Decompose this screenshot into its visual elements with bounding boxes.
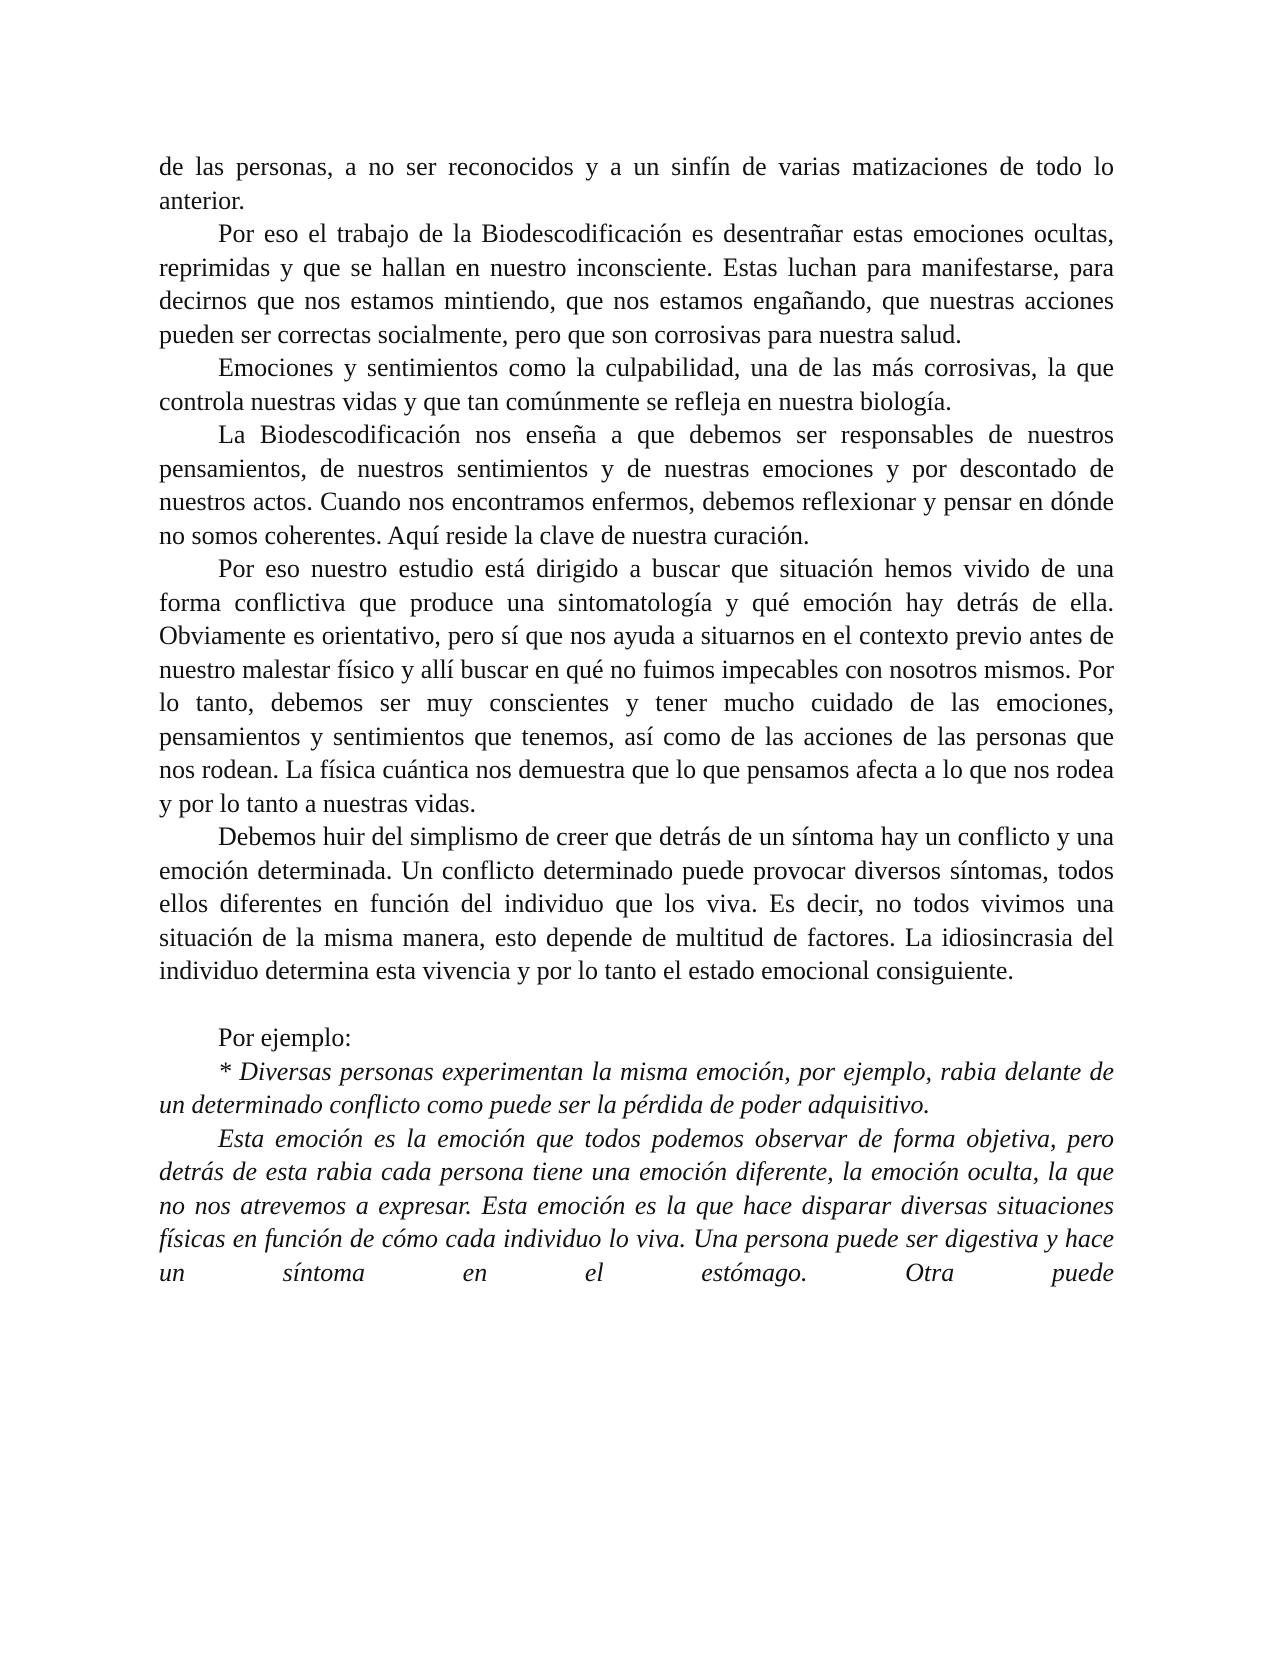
paragraph-responsibility: La Biodescodificación nos enseña a que debemos ser responsables de nuestros pensamientos, de nuestros sentimientos y de nuestras emociones y por descontado de nuestros actos. Cuando nos encontramos enfermos, debemos reflexionar y pensar en dónde no somos coherentes. Aquí reside la clave de nuestra curación. bbox=[159, 420, 1114, 550]
paragraph-biodescodificacion-work: Por eso el trabajo de la Biodescodificación es desentrañar estas emociones ocultas, reprimidas y que se hallan en nuestro inconsciente. Estas luchan para manifestarse, para decirnos que nos estamos mintiendo, que nos estamos engañando, que nuestras acciones pueden ser correctas socialmente, pero que son corrosivas para nuestra salud. bbox=[159, 219, 1114, 349]
paragraph-example-rabia: * Diversas personas experimentan la misma emoción, por ejemplo, rabia delante de un determinado conflicto como puede ser la pérdida de poder adquisitivo. bbox=[159, 1056, 1114, 1119]
paragraph-continuation: de las personas, a no ser reconocidos y a un sinfín de varias matizaciones de todo lo anterior. bbox=[159, 152, 1114, 215]
paragraph-hidden-emotion: Esta emoción es la emoción que todos podemos observar de forma objetiva, pero detrás de esta rabia cada persona tiene una emoción diferente, la emoción oculta, la que no nos atrevemos a expresar. Esta emoción es la que hace disparar diversas situaciones físicas en función de cómo cada individuo lo viva. Una persona puede ser digestiva y hace un síntoma en el estómago. Otra puede bbox=[159, 1123, 1114, 1287]
paragraph-simplism: Debemos huir del simplismo de creer que detrás de un síntoma hay un conflicto y una emoción determinada. Un conflicto determinado puede provocar diversos síntomas, todos ellos diferentes en función del individuo que los viva. Es decir, no todos vivimos una situación de la misma manera, esto depende de multitud de factores. La idiosincrasia del individuo determina esta vivencia y por lo tanto el estado emocional consiguiente. bbox=[159, 822, 1114, 985]
document-page bbox=[159, 150, 1114, 1289]
paragraph-study-purpose: Por eso nuestro estudio está dirigido a buscar que situación hemos vivido de una forma conflictiva que produce una sintomatología y qué emoción hay detrás de ella. Obviamente es orientativo, pero sí que nos ayuda a situarnos en el contexto previo antes de nuestro malestar físico y allí buscar en qué no fuimos impecables con nosotros mismos. Por lo tanto, debemos ser muy conscientes y tener mucho cuidado de las emociones, pensamientos y sentimientos que tenemos, así como de las acciones de las personas que nos rodean. La física cuántica nos demuestra que lo que pensamos afecta a lo que nos rodea y por lo tanto a nuestras vidas. bbox=[159, 554, 1114, 818]
paragraph-spacer bbox=[159, 988, 1114, 1022]
paragraph-example-heading: Por ejemplo: bbox=[218, 1023, 352, 1052]
paragraph-culpability: Emociones y sentimientos como la culpabilidad, una de las más corrosivas, la que controla nuestras vidas y que tan comúnmente se refleja en nuestra biología. bbox=[159, 353, 1114, 416]
